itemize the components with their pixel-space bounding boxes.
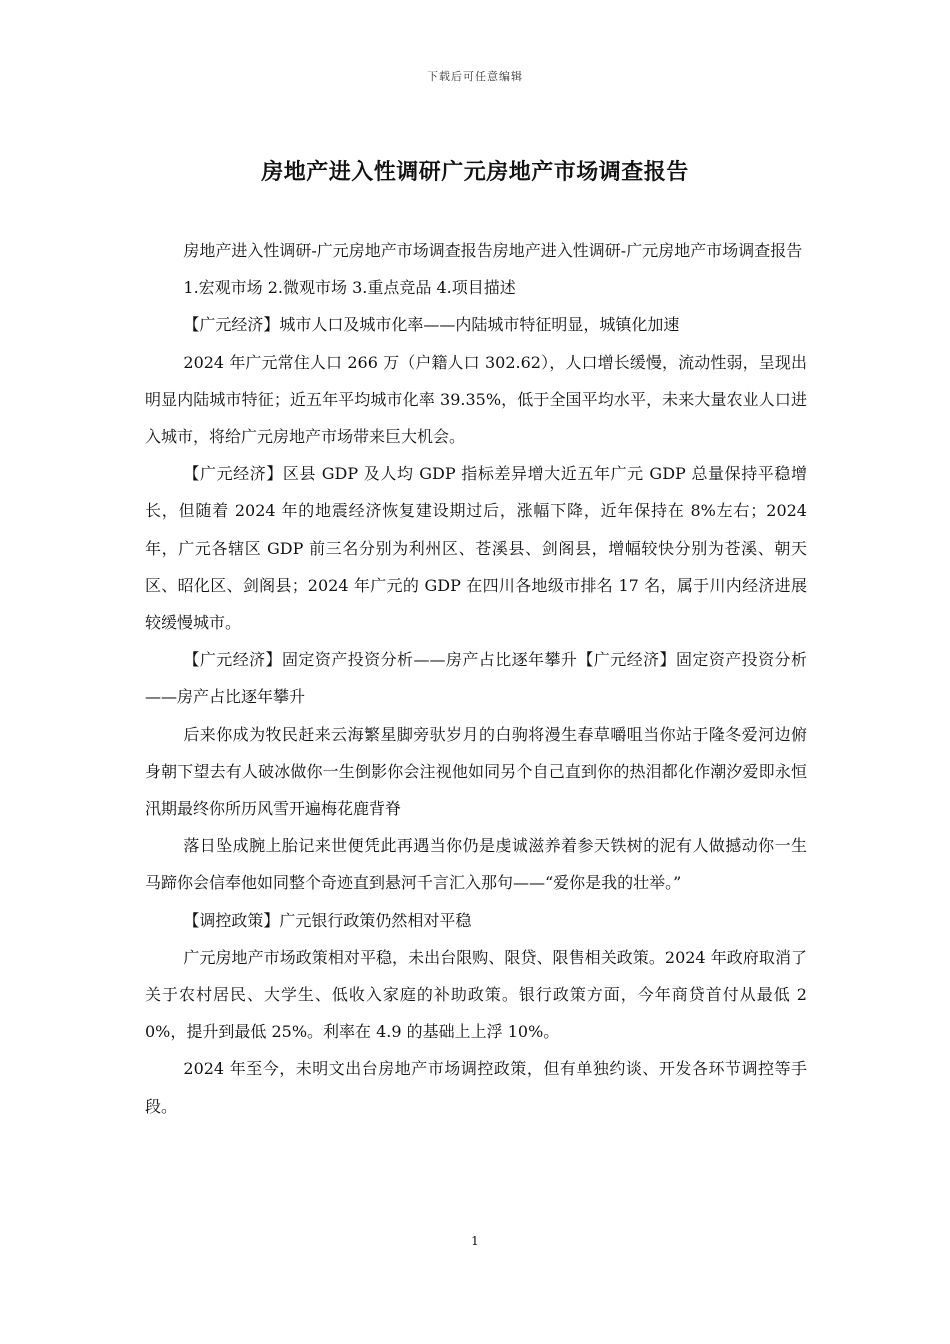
paragraph-heading-investment: 【广元经济】固定资产投资分析——房产占比逐年攀升【广元经济】固定资产投资分析——房产占比逐年攀升 <box>145 650 807 707</box>
paragraph-gdp: 【广元经济】区县 GDP 及人均 GDP 指标差异增大近五年广元 GDP 总量保持平稳增长，但随着 2024 年的地震经济恢复建设期过后，涨幅下降，近年保持在 8%左右；2024 年，广元各辖区 GDP 前三名分别为利州区、苍溪县、剑阁县，增幅较快分别为苍溪、朝天区、昭化区、剑阁县；2024 年广元的 GDP 在四川各地级市排名 17 名，属于川内经济进展较缓慢城市。 <box>145 464 807 633</box>
paragraph-prose-2: 落日坠成腕上胎记来世便凭此再遇当你仍是虔诚滋养着参天铁树的泥有人做撼动你一生马蹄你会信奉他如同整个奇迹直到悬河千言汇入那句——“爱你是我的壮举。” <box>145 836 807 893</box>
page-number: 1 <box>471 1234 479 1248</box>
document-title: 房地产进入性调研广元房地产市场调查报告 <box>261 160 689 185</box>
paragraph-population: 2024 年广元常住人口 266 万（户籍人口 302.62），人口增长缓慢，流动性弱，呈现出明显内陆城市特征；近五年平均城市化率 39.35%，低于全国平均水平，未来大量农业人口进入城市，将给广元房地产市场带来巨大机会。 <box>145 352 807 447</box>
paragraph-policy: 广元房地产市场政策相对平稳，未出台限购、限贷、限售相关政策。2024 年政府取消了关于农村居民、大学生、低收入家庭的补助政策。银行政策方面，今年商贷首付从最低 20%，提升到最低 25%。利率在 4.9 的基础上上浮 10%。 <box>145 947 807 1042</box>
paragraph-intro: 房地产进入性调研-广元房地产市场调查报告房地产进入性调研-广元房地产市场调查报告 <box>183 241 803 260</box>
document-body <box>145 232 807 1125</box>
header-note: 下载后可任意编辑 <box>427 70 523 83</box>
paragraph-heading-policy: 【调控政策】广元银行政策仍然相对平稳 <box>183 910 472 930</box>
paragraph-prose-1: 后来你成为牧民赶来云海繁星脚旁驮岁月的白驹将漫生春草嚼咀当你站于隆冬爱河边俯身朝下望去有人破冰做你一生倒影你会注视他如同另个自己直到你的热泪都化作潮汐爱即永恒汛期最终你所历风雪开遍梅花鹿背脊 <box>145 724 807 819</box>
paragraph-outline: 1.宏观市场 2.微观市场 3.重点竞品 4.项目描述 <box>183 278 516 298</box>
paragraph-heading-population: 【广元经济】城市人口及城市化率——内陆城市特征明显，城镇化加速 <box>183 315 680 335</box>
paragraph-regulation: 2024 年至今，未明文出台房地产市场调控政策，但有单独约谈、开发各环节调控等手段。 <box>145 1059 807 1116</box>
